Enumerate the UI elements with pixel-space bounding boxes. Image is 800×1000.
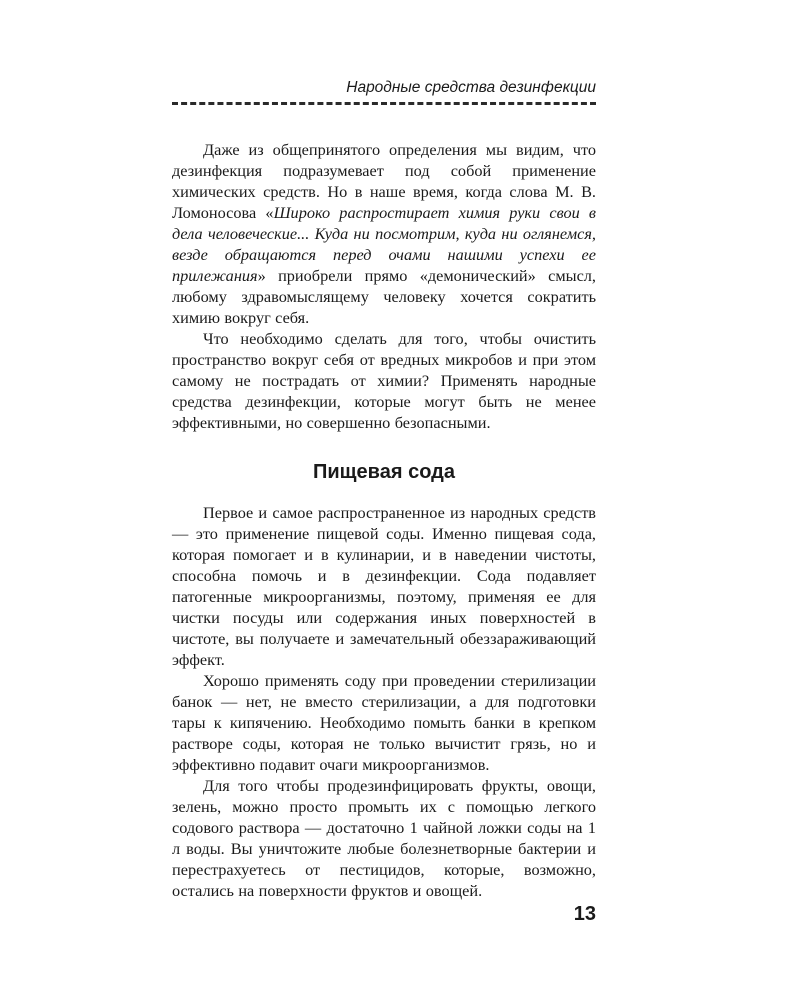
book-page	[172, 78, 596, 958]
lomonosov-quote: Широко распростирает химия руки свои в дела человеческие... Куда ни посмотрим, куда ни оглянемся, везде обращаются перед очами нашими успехи ее прилежания	[172, 203, 596, 285]
intro-paragraph-2: Что необходимо сделать для того, чтобы очистить пространство вокруг себя от вредных микробов и при этом самому не пострадать от химии? Применять народные средства дезинфекции, которые могут быть не менее эффективными, но совершенно безопасными.	[172, 329, 596, 432]
header-dashed-rule	[172, 102, 596, 105]
running-header-title: Народные средства дезинфекции	[346, 79, 596, 96]
section-paragraph-1: Первое и самое распространенное из народных средств — это применение пищевой соды. Именно пищевая сода, которая помогает и в кулинарии, и в наведении чистоты, способна помочь и в дезинфекции. Сода подавляет патогенные микроорганизмы, поэтому, применяя ее для чистки посуды или содержания иных поверхностей в чистоте, вы получаете и замечательный обеззараживающий эффект.	[172, 503, 596, 669]
intro-paragraph-1-text-start: Даже из общепринятого определения мы видим, что дезинфекция подразумевает под собой применение химических средств. Но в наше время, когда слова М. В. Ломоносова «	[172, 140, 596, 222]
page-number: 13	[573, 903, 596, 925]
intro-paragraph-1-text-end: » приобрели прямо «демонический» смысл, любому здравомыслящему человеку хочется сократить химию вокруг себя.	[172, 266, 596, 327]
section-paragraph-2: Хорошо применять соду при проведении стерилизации банок — нет, не вместо стерилизации, а для подготовки тары к кипячению. Необходимо помыть банки в крепком растворе соды, которая не только вычистит грязь, но и эффективно подавит очаги микроорганизмов.	[172, 671, 596, 774]
intro-paragraph-1	[172, 139, 596, 328]
section-paragraph-3: Для того чтобы продезинфицировать фрукты, овощи, зелень, можно просто промыть их с помощью легкого содового раствора — достаточно 1 чайной ложки соды на 1 л воды. Вы уничтожите любые болезнетворные бактерии и перестрахуетесь от пестицидов, которые, возможно, остались на поверхности фруктов и овощей.	[172, 776, 596, 900]
page-body	[172, 139, 596, 901]
section-heading: Пищевая сода	[313, 461, 455, 483]
